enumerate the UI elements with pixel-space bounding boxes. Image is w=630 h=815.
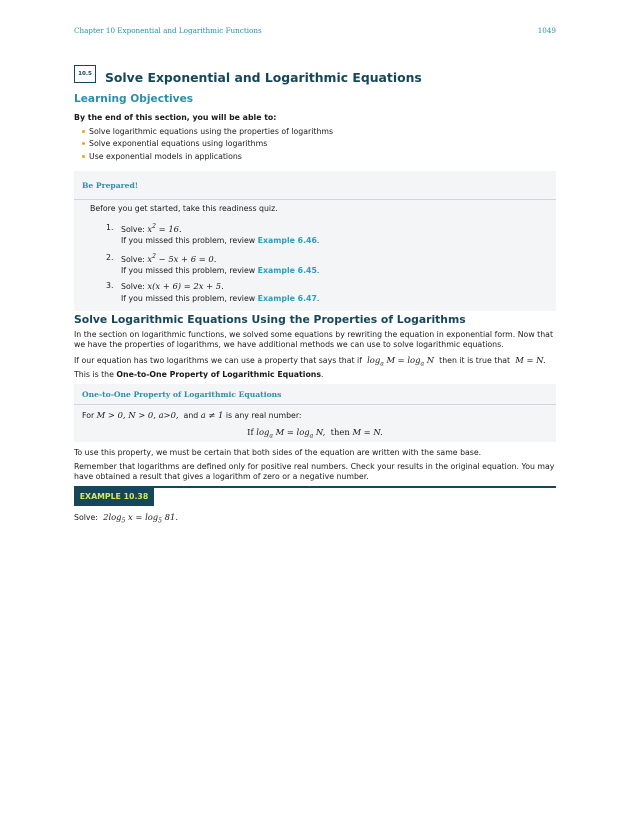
example-link[interactable]: Example 6.47 xyxy=(257,294,317,303)
example-badge: EXAMPLE 10.38 xyxy=(74,487,154,506)
equation: $x^2 - 5x + 6 = 0$. xyxy=(147,253,217,264)
be-prepared-intro: Before you get started, take this readiness quiz. xyxy=(90,204,278,213)
paragraph-check-results: Remember that logarithms are defined only for positive real numbers. Check your results in the original equation. You may have obtained a result that gives a logarithm of zero or a negative number. xyxy=(74,462,555,482)
section-header xyxy=(74,65,556,87)
example-link[interactable]: Example 6.46 xyxy=(257,236,317,245)
learning-objectives-intro: By the end of this section, you will be able to: xyxy=(74,113,277,122)
quiz-number: 3. xyxy=(106,281,114,290)
section-title: Solve Exponential and Logarithmic Equations xyxy=(105,70,422,85)
equation: x(x + 6) = 2x + 5. xyxy=(147,281,224,291)
review-text: If you missed this problem, review xyxy=(121,294,256,303)
objective-item: Solve logarithmic equations using the properties of logarithms xyxy=(82,126,333,138)
be-prepared-box: Be Prepared! Before you get started, take this readiness quiz. 1. Solve: $x^2 = 16$. If you missed this problem, review Example 6.46. 2. Solve: $x^2 - 5x + 6 = 0$. If you missed this problem, review Example 6.45. 3. Solve: x(x + 6) = 2x + 5. If you missed this problem, review Example 6.47. xyxy=(74,171,556,311)
solve-label: Solve: xyxy=(121,282,145,291)
section-heading: Solve Logarithmic Equations Using the Properties of Logarithms xyxy=(74,313,466,326)
quiz-number: 1. xyxy=(106,223,114,232)
paragraph-same-base: To use this property, we must be certain that both sides of the equation are written with the same base. xyxy=(74,448,482,457)
example-problem: Solve: $2\log_5$ $x = \log_5 81$. xyxy=(74,512,178,525)
paragraph-intro: In the section on logarithmic functions, we solved some equations by rewriting the equation in exponential form. Now that we have the properties of logarithms, we have additional methods we can use to solve logarithmic equations. xyxy=(74,330,554,350)
property-statement: If $\log_a M = \log_a N$, then M = N. xyxy=(247,427,383,440)
learning-objectives-list xyxy=(82,126,333,163)
section-number-badge: 10.5 xyxy=(74,65,96,83)
property-box-title: One-to-One Property of Logarithmic Equations xyxy=(74,384,556,405)
quiz-number: 2. xyxy=(106,253,114,262)
solve-label: Solve: xyxy=(121,224,145,234)
one-to-one-property-box xyxy=(74,384,556,442)
example-link[interactable]: Example 6.45 xyxy=(257,266,317,275)
review-text: If you missed this problem, review xyxy=(121,266,256,275)
property-name: One-to-One Property of Logarithmic Equations xyxy=(116,370,321,380)
objective-item: Solve exponential equations using logarithms xyxy=(82,138,333,150)
be-prepared-title: Be Prepared! xyxy=(74,171,556,200)
chapter-title: Chapter 10 Exponential and Logarithmic Functions xyxy=(74,26,262,35)
equation: $x^2 = 16$. xyxy=(147,223,182,234)
solve-label: Solve: xyxy=(121,254,145,264)
property-conditions: For M > 0, N > 0, a>0, and a ≠ 1 is any real number: xyxy=(82,410,302,420)
review-text: If you missed this problem, review xyxy=(121,236,256,245)
page-number: 1049 xyxy=(537,26,556,35)
objective-item: Use exponential models in applications xyxy=(82,151,333,163)
running-head xyxy=(74,26,556,35)
learning-objectives-title: Learning Objectives xyxy=(74,93,194,105)
paragraph-property-intro: If our equation has two logarithms we can use a property that says that if $\log_a M = \log_a N$ then it is true that M = N. This is the One-to-One Property of Logarithmic Equations. xyxy=(74,355,546,380)
